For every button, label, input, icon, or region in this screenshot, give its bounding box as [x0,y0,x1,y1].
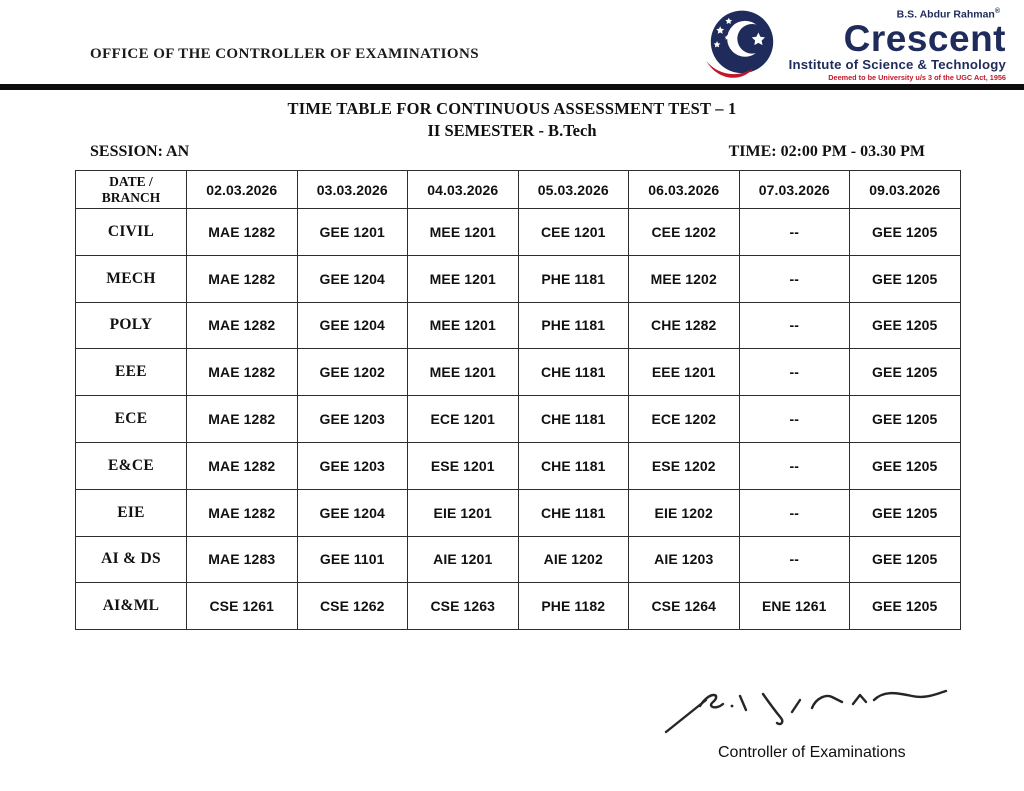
course-code-cell: AIE 1202 [518,536,629,583]
course-code-cell: ECE 1201 [408,396,519,443]
course-code-cell: MAE 1282 [187,255,298,302]
signature-image [660,680,950,740]
date-column-header: 06.03.2026 [629,171,740,209]
no-exam-cell: -- [739,349,850,396]
registered-mark: ® [994,8,1000,16]
logo-trademark: B.S. Abdur Rahman® [896,8,1000,21]
date-column-header: 07.03.2026 [739,171,850,209]
timetable-row [76,255,961,302]
branch-label: MECH [76,255,187,302]
timetable-row [76,536,961,583]
course-code-cell: GEE 1101 [297,536,408,583]
course-code-cell: GEE 1205 [850,255,961,302]
course-code-cell: GEE 1205 [850,536,961,583]
course-code-cell: CHE 1181 [518,489,629,536]
no-exam-cell: -- [739,255,850,302]
course-code-cell: GEE 1204 [297,489,408,536]
branch-label: AI & DS [76,536,187,583]
no-exam-cell: -- [739,489,850,536]
logo-text-block [789,8,1006,82]
office-title: OFFICE OF THE CONTROLLER OF EXAMINATIONS [90,46,479,62]
branch-label: ECE [76,396,187,443]
course-code-cell: GEE 1205 [850,349,961,396]
timetable-header-row [76,171,961,209]
course-code-cell: MEE 1201 [408,302,519,349]
logo-deemed-university-line: Deemed to be University u/s 3 of the UGC Act, 1956 [828,72,1006,82]
course-code-cell: EIE 1201 [408,489,519,536]
date-column-header: 04.03.2026 [408,171,519,209]
course-code-cell: GEE 1204 [297,302,408,349]
course-code-cell: CSE 1262 [297,583,408,630]
no-exam-cell: -- [739,396,850,443]
document-title-line2: II SEMESTER - B.Tech [427,121,597,140]
course-code-cell: MAE 1282 [187,396,298,443]
course-code-cell: MAE 1282 [187,209,298,256]
course-code-cell: ESE 1201 [408,442,519,489]
logo-brand-name: Crescent [843,17,1006,59]
corner-header-line1: DATE / [109,173,153,189]
time-label: TIME: 02:00 PM - 03.30 PM [728,143,925,160]
header-divider-rule [0,84,1024,90]
timetable-row [76,396,961,443]
date-column-header: 05.03.2026 [518,171,629,209]
signatory-title: Controller of Examinations [718,744,906,761]
course-code-cell: CSE 1264 [629,583,740,630]
course-code-cell: ESE 1202 [629,442,740,489]
corner-header-line2: BRANCH [101,189,161,205]
timetable-row [76,209,961,256]
course-code-cell: GEE 1205 [850,209,961,256]
course-code-cell: EIE 1202 [629,489,740,536]
institution-logo [703,6,1006,84]
course-code-cell: PHE 1181 [518,302,629,349]
course-code-cell: GEE 1203 [297,396,408,443]
branch-label: POLY [76,302,187,349]
course-code-cell: MEE 1201 [408,209,519,256]
logo-tagline: Institute of Science & Technology [788,56,1006,72]
course-code-cell: MAE 1283 [187,536,298,583]
date-column-header: 09.03.2026 [850,171,961,209]
crescent-moon-emblem-icon [703,6,781,84]
course-code-cell: EEE 1201 [629,349,740,396]
course-code-cell: GEE 1205 [850,396,961,443]
branch-label: E&CE [76,442,187,489]
course-code-cell: GEE 1205 [850,583,961,630]
course-code-cell: CEE 1201 [518,209,629,256]
date-column-header: 03.03.2026 [297,171,408,209]
course-code-cell: PHE 1181 [518,255,629,302]
course-code-cell: ECE 1202 [629,396,740,443]
course-code-cell: GEE 1203 [297,442,408,489]
session-label: SESSION: AN [90,143,190,160]
branch-label: CIVIL [76,209,187,256]
course-code-cell: PHE 1182 [518,583,629,630]
course-code-cell: MAE 1282 [187,349,298,396]
course-code-cell: MEE 1202 [629,255,740,302]
date-column-header: 02.03.2026 [187,171,298,209]
course-code-cell: CHE 1181 [518,349,629,396]
document-title-line1: TIME TABLE FOR CONTINUOUS ASSESSMENT TEST – 1 [287,99,737,118]
course-code-cell: CHE 1181 [518,442,629,489]
course-code-cell: GEE 1201 [297,209,408,256]
branch-label: AI&ML [76,583,187,630]
timetable-row [76,302,961,349]
course-code-cell: MAE 1282 [187,302,298,349]
course-code-cell: GEE 1205 [850,489,961,536]
course-code-cell: CSE 1261 [187,583,298,630]
course-code-cell: GEE 1205 [850,442,961,489]
course-code-cell: MEE 1201 [408,255,519,302]
course-code-cell: ENE 1261 [739,583,850,630]
course-code-cell: AIE 1201 [408,536,519,583]
timetable-row [76,442,961,489]
course-code-cell: GEE 1202 [297,349,408,396]
timetable-row [76,489,961,536]
course-code-cell: CHE 1181 [518,396,629,443]
branch-label: EEE [76,349,187,396]
timetable-row [76,583,961,630]
course-code-cell: CSE 1263 [408,583,519,630]
course-code-cell: MEE 1201 [408,349,519,396]
no-exam-cell: -- [739,536,850,583]
no-exam-cell: -- [739,302,850,349]
timetable [75,170,961,630]
no-exam-cell: -- [739,442,850,489]
course-code-cell: MAE 1282 [187,442,298,489]
course-code-cell: AIE 1203 [629,536,740,583]
no-exam-cell: -- [739,209,850,256]
course-code-cell: GEE 1204 [297,255,408,302]
course-code-cell: MAE 1282 [187,489,298,536]
corner-header-cell [76,171,187,209]
course-code-cell: CHE 1282 [629,302,740,349]
course-code-cell: CEE 1202 [629,209,740,256]
branch-label: EIE [76,489,187,536]
course-code-cell: GEE 1205 [850,302,961,349]
timetable-row [76,349,961,396]
